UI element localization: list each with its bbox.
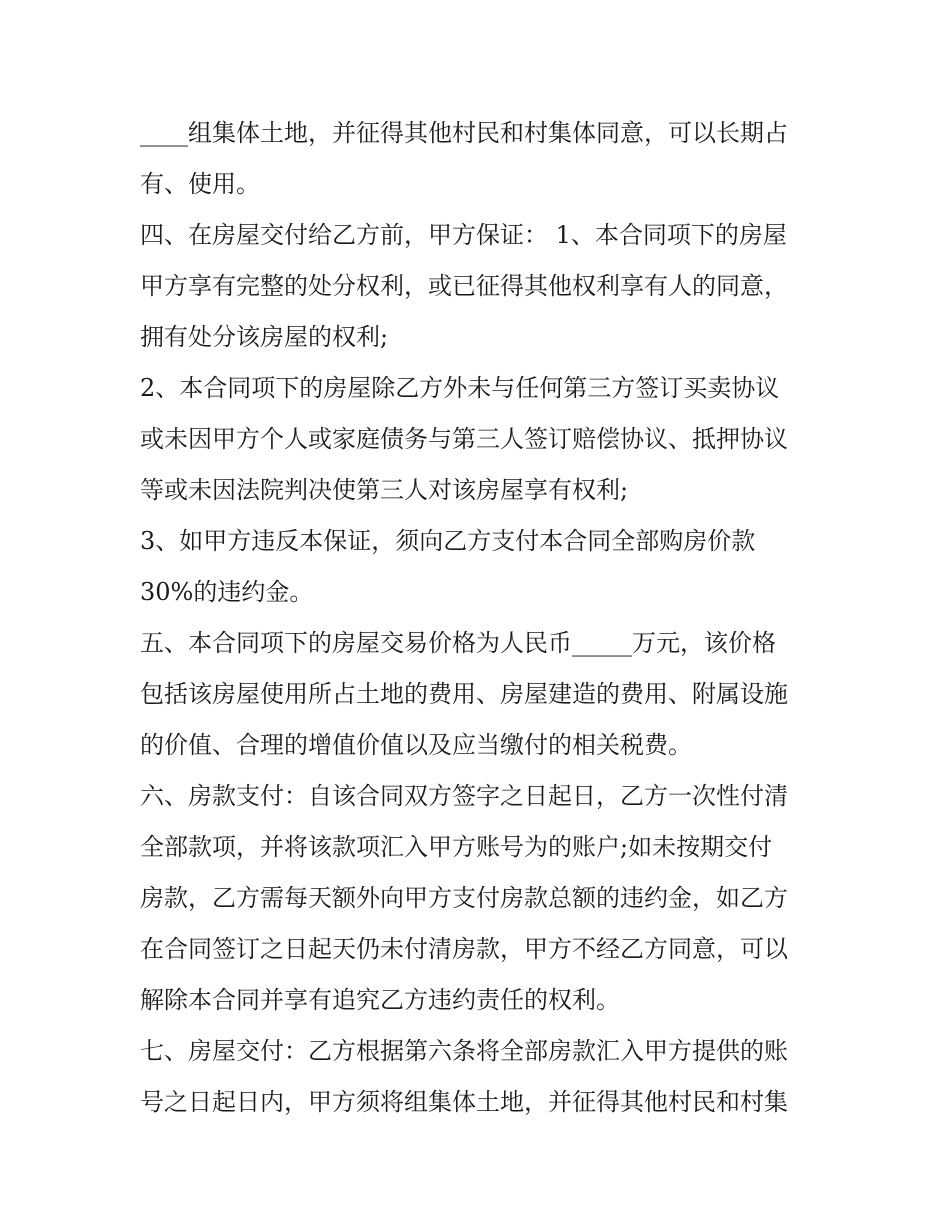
text-line: 甲方享有完整的处分权利，或已征得其他权利享有人的同意， [140,272,788,300]
text-line: 有、使用。 [140,170,260,198]
text-line: 全部款项，并将该款项汇入甲方账号为的账户;如未按期交付 [140,833,773,861]
text-line: 2、本合同项下的房屋除乙方外未与任何第三方签订买卖协议 [140,374,780,402]
text-line: 30%的违约金。 [140,578,314,606]
text-line: 五、本合同项下的房屋交易价格为人民币_____万元，该价格 [140,629,776,657]
text-line: 六、房款支付：自该合同双方签字之日起日，乙方一次性付清 [140,782,788,810]
text-line: 房款，乙方需每天额外向甲方支付房款总额的违约金，如乙方 [140,884,788,912]
text-line: 或未因甲方个人或家庭债务与第三人签订赔偿协议、抵押协议 [140,425,788,453]
text-line: 的价值、合理的增值价值以及应当缴付的相关税费。 [140,731,692,759]
text-line: 解除本合同并享有追究乙方违约责任的权利。 [140,986,620,1014]
text-line: 四、在房屋交付给乙方前，甲方保证： 1、本合同项下的房屋 [140,221,787,249]
contract-text-body [140,108,820,1128]
text-line: 包括该房屋使用所占土地的费用、房屋建造的费用、附属设施 [140,680,788,708]
text-line: 拥有处分该房屋的权利; [140,323,389,351]
text-line: ____组集体土地，并征得其他村民和村集体同意，可以长期占 [140,119,788,147]
text-line: 七、房屋交付：乙方根据第六条将全部房款汇入甲方提供的账 [140,1037,788,1065]
text-line: 号之日起日内，甲方须将组集体土地，并征得其他村民和村集 [140,1088,788,1116]
text-line: 3、如甲方违反本保证，须向乙方支付本合同全部购房价款 [140,527,756,555]
text-line: 在合同签订之日起天仍未付清房款，甲方不经乙方同意，可以 [140,935,788,963]
text-line: 等或未因法院判决使第三人对该房屋享有权利; [140,476,629,504]
